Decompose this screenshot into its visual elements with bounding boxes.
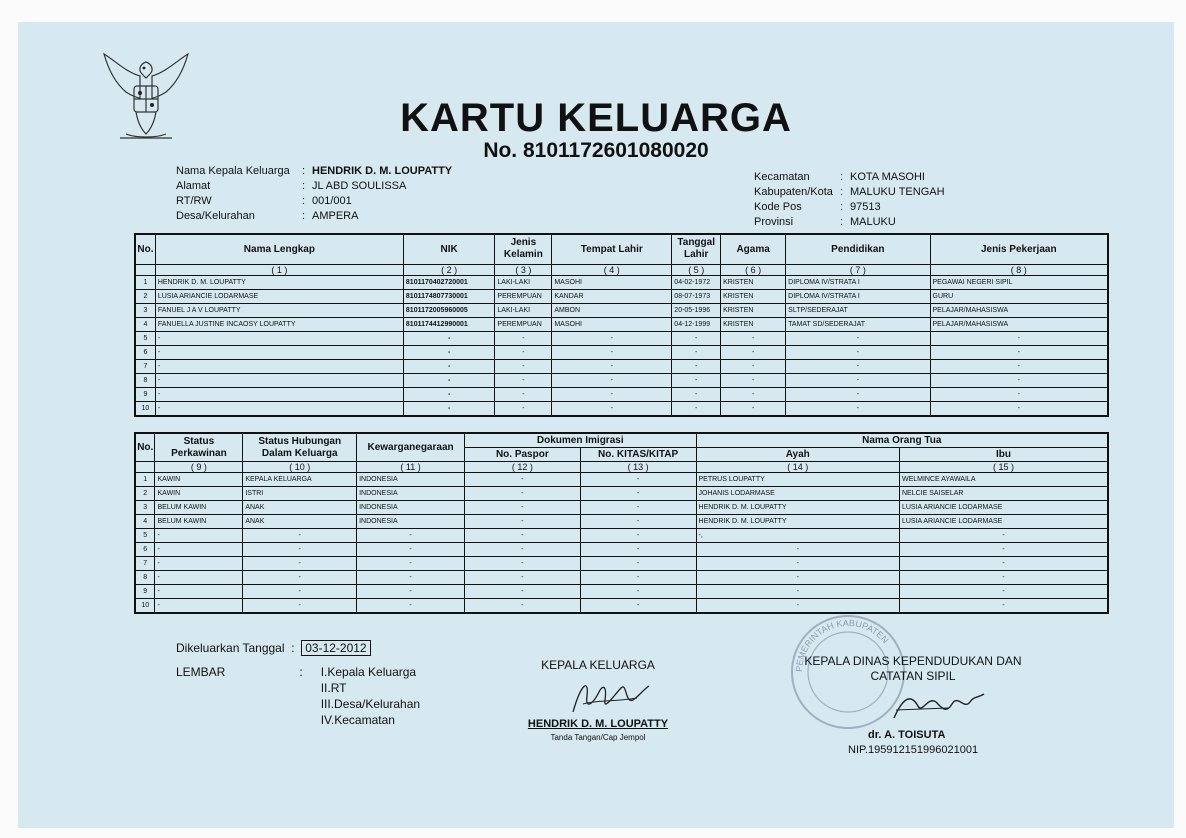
- info-label: Kecamatan: [754, 171, 810, 183]
- col-number: ( 14 ): [696, 462, 899, 473]
- card-number: No. 8101172601080020: [483, 139, 709, 162]
- table-cell: INDONESIA: [357, 501, 465, 515]
- signature-title: KEPALA KELUARGA: [541, 658, 655, 672]
- table-cell: -: [721, 331, 786, 345]
- table-cell: -: [930, 401, 1108, 416]
- col-header-passport: No. Paspor: [465, 448, 581, 462]
- region-info: [754, 170, 945, 230]
- table-cell: 10: [135, 599, 155, 614]
- table-row: [135, 401, 1108, 416]
- document-title: KARTU KELUARGA: [400, 96, 792, 140]
- col-header-mother: Ibu: [899, 448, 1108, 462]
- table-cell: LUSIA ARIANCIE LODARMASE: [899, 501, 1108, 515]
- table-cell: -: [403, 387, 495, 401]
- sheet-item: IV.Kecamatan: [320, 713, 395, 727]
- table-cell: INDONESIA: [357, 473, 465, 487]
- table-cell: -: [580, 529, 696, 543]
- table-cell: PEGAWAI NEGERI SIPIL: [930, 275, 1108, 289]
- col-header-father: Ayah: [696, 448, 899, 462]
- info-label: Kabupaten/Kota: [754, 186, 833, 198]
- col-number: ( 3 ): [495, 264, 552, 275]
- table-cell: -: [672, 401, 721, 416]
- table-cell: -: [403, 359, 495, 373]
- table-cell: 20-05-1996: [672, 303, 721, 317]
- table-cell: PELAJAR/MAHASISWA: [930, 317, 1108, 331]
- table-cell: -: [672, 373, 721, 387]
- col-number: ( 10 ): [243, 462, 357, 473]
- table-cell: -: [721, 387, 786, 401]
- issued-label: Dikeluarkan Tanggal: [176, 641, 285, 655]
- table-cell: -: [403, 373, 495, 387]
- table-cell: -: [696, 543, 899, 557]
- household-info: [176, 164, 452, 224]
- table-cell: -: [495, 331, 552, 345]
- signature-icon: [888, 684, 988, 728]
- table-cell: -: [672, 345, 721, 359]
- table-cell: -: [495, 387, 552, 401]
- table-cell: 08-07-1973: [672, 289, 721, 303]
- table-cell: 3: [135, 501, 155, 515]
- table-cell: -: [155, 387, 403, 401]
- info-label: Alamat: [176, 180, 211, 192]
- table-cell: 9: [135, 387, 155, 401]
- table-cell: -: [552, 359, 672, 373]
- table-cell: -: [495, 345, 552, 359]
- info-label: Nama Kepala Keluarga: [176, 165, 290, 177]
- table-cell: -: [580, 543, 696, 557]
- col-header-parents: Nama Orang Tua: [696, 433, 1108, 448]
- table-cell: ISTRI: [243, 487, 357, 501]
- table-cell: -: [465, 571, 581, 585]
- table-cell: WELMINCE AYAWAILA: [899, 473, 1108, 487]
- table-cell: -: [155, 529, 243, 543]
- table-row: [135, 387, 1108, 401]
- col-number: ( 13 ): [580, 462, 696, 473]
- table-cell: -: [465, 487, 581, 501]
- table-row: [135, 585, 1108, 599]
- table-cell: -: [495, 401, 552, 416]
- official-title-line1: KEPALA DINAS KEPENDUDUKAN DAN: [804, 654, 1022, 668]
- table-row: [135, 543, 1108, 557]
- col-header-gender: Jenis Kelamin: [495, 234, 552, 264]
- table-row: [135, 557, 1108, 571]
- col-header-birthdate: Tanggal Lahir: [672, 234, 721, 264]
- table-cell: -: [465, 543, 581, 557]
- table-cell: -: [357, 571, 465, 585]
- table-cell: -: [243, 571, 357, 585]
- col-header-education: Pendidikan: [786, 234, 930, 264]
- members-table: [134, 233, 1109, 417]
- table-cell: 04-02-1972: [672, 275, 721, 289]
- table-cell: -: [357, 529, 465, 543]
- table-row: [135, 529, 1108, 543]
- info-value: MALUKU: [850, 216, 896, 228]
- issued-date-line: Dikeluarkan Tanggal : 03-12-2012: [176, 640, 371, 656]
- table-cell: 1: [135, 275, 155, 289]
- table-cell: 2: [135, 487, 155, 501]
- table-cell: -: [243, 557, 357, 571]
- table-cell: LUSIA ARIANCIE LODARMASE: [899, 515, 1108, 529]
- table-cell: -: [721, 359, 786, 373]
- info-value: MALUKU TENGAH: [850, 186, 945, 198]
- table-cell: -: [672, 387, 721, 401]
- info-row-rtrw: RT/RW : 001/001: [176, 195, 352, 207]
- table-cell: KRISTEN: [721, 289, 786, 303]
- table-cell: -: [696, 557, 899, 571]
- table-cell: HENDRIK D. M. LOUPATTY: [155, 275, 403, 289]
- table-cell: -: [357, 585, 465, 599]
- table-cell: BELUM KAWIN: [155, 515, 243, 529]
- col-header-religion: Agama: [721, 234, 786, 264]
- col-header-marital: Status Perkawinan: [155, 433, 243, 462]
- table-row: [135, 487, 1108, 501]
- col-number: ( 7 ): [786, 264, 930, 275]
- info-row-regency: Kabupaten/Kota : MALUKU TENGAH: [754, 186, 945, 198]
- col-number: ( 11 ): [357, 462, 465, 473]
- table-cell: BELUM KAWIN: [155, 501, 243, 515]
- table-cell: -: [465, 515, 581, 529]
- table-cell: 7: [135, 359, 155, 373]
- table-cell: -: [357, 557, 465, 571]
- table-cell: -: [552, 387, 672, 401]
- signature-caption: Tanda Tangan/Cap Jempol: [550, 733, 646, 742]
- head-of-family-signature-block: [513, 658, 683, 742]
- table-cell: DIPLOMA IV/STRATA I: [786, 289, 930, 303]
- sheet-item: I.Kepala Keluarga: [320, 665, 417, 679]
- col-header-immigration: Dokumen Imigrasi: [465, 433, 697, 448]
- table-cell: 8: [135, 571, 155, 585]
- table-cell: 2: [135, 289, 155, 303]
- col-header-name: Nama Lengkap: [155, 234, 403, 264]
- table-row: [135, 373, 1108, 387]
- table-cell: -: [552, 331, 672, 345]
- table-cell: INDONESIA: [357, 487, 465, 501]
- col-number: ( 8 ): [930, 264, 1108, 275]
- table-row: [135, 599, 1108, 614]
- col-number: ( 2 ): [403, 264, 495, 275]
- table-cell: 4: [135, 317, 155, 331]
- table-cell: FANUELLA JUSTINE INCAOSY LOUPATTY: [155, 317, 403, 331]
- table-cell: -: [899, 529, 1108, 543]
- issued-date: 03-12-2012: [301, 640, 370, 656]
- table-cell: -: [552, 401, 672, 416]
- table-cell: -: [786, 401, 930, 416]
- table-cell: -: [930, 373, 1108, 387]
- table-cell: 8101174412990001: [403, 317, 495, 331]
- table-cell: 10: [135, 401, 155, 416]
- table-cell: ANAK: [243, 501, 357, 515]
- table-cell: FANUEL J A V LOUPATTY: [155, 303, 403, 317]
- official-signature-block: [798, 654, 1028, 756]
- table-cell: -: [899, 571, 1108, 585]
- col-number: ( 9 ): [155, 462, 243, 473]
- info-label: Desa/Kelurahan: [176, 210, 255, 222]
- table-cell: HENDRIK D. M. LOUPATTY: [696, 515, 899, 529]
- table-cell: -: [721, 345, 786, 359]
- table-cell: -: [899, 557, 1108, 571]
- table-cell: HENDRIK D. M. LOUPATTY: [696, 501, 899, 515]
- table-cell: -: [243, 585, 357, 599]
- table-cell: 8101174807730001: [403, 289, 495, 303]
- table-cell: -: [930, 359, 1108, 373]
- table-cell: DIPLOMA IV/STRATA I: [786, 275, 930, 289]
- col-header-occupation: Jenis Pekerjaan: [930, 234, 1108, 264]
- table-cell: -: [580, 599, 696, 614]
- signer-name: HENDRIK D. M. LOUPATTY: [527, 718, 669, 730]
- table-cell: -: [155, 543, 243, 557]
- table-row: [135, 303, 1108, 317]
- table-cell: LAKI-LAKI: [495, 275, 552, 289]
- status-table: [134, 432, 1109, 614]
- table-cell: INDONESIA: [357, 515, 465, 529]
- table-cell: -: [930, 331, 1108, 345]
- sheet-label: LEMBAR: [176, 665, 226, 679]
- official-name: dr. A. TOISUTA: [868, 729, 946, 741]
- table-cell: NELCIE SAISELAR: [899, 487, 1108, 501]
- table-row: [135, 501, 1108, 515]
- table-cell: -: [552, 373, 672, 387]
- col-number: ( 4 ): [552, 264, 672, 275]
- official-title-line2: CATATAN SIPIL: [870, 669, 956, 683]
- sheet-distribution: LEMBAR : I.Kepala Keluarga II.RT III.Desa/Kelurahan IV.Kecamatan: [176, 665, 421, 727]
- table-cell: -: [696, 585, 899, 599]
- col-header-relation: Status Hubungan Dalam Keluarga: [243, 433, 357, 462]
- table-cell: 7: [135, 557, 155, 571]
- table-cell: -: [155, 599, 243, 614]
- col-number: ( 1 ): [155, 264, 403, 275]
- table-row: [135, 275, 1108, 289]
- table-cell: -: [930, 387, 1108, 401]
- col-number: ( 12 ): [465, 462, 581, 473]
- table-cell: KEPALA KELUARGA: [243, 473, 357, 487]
- table-cell: SLTP/SEDERAJAT: [786, 303, 930, 317]
- info-row-village: Desa/Kelurahan : AMPERA: [176, 210, 359, 222]
- table-cell: -: [155, 585, 243, 599]
- table-cell: KAWIN: [155, 473, 243, 487]
- table-cell: KANDAR: [552, 289, 672, 303]
- table-cell: -: [155, 557, 243, 571]
- official-nip: NIP.195912151996021001: [848, 744, 979, 756]
- table-cell: KRISTEN: [721, 275, 786, 289]
- info-value: AMPERA: [312, 210, 359, 222]
- table-cell: -: [580, 571, 696, 585]
- info-row-district: Kecamatan : KOTA MASOHI: [754, 171, 925, 183]
- col-header-kitas: No. KITAS/KITAP: [580, 448, 696, 462]
- table-cell: KAWIN: [155, 487, 243, 501]
- table-cell: -: [465, 529, 581, 543]
- table-cell: -: [786, 373, 930, 387]
- table-row: [135, 515, 1108, 529]
- table-cell: -: [403, 401, 495, 416]
- table-cell: -: [357, 599, 465, 614]
- table-cell: -: [155, 359, 403, 373]
- table-cell: -: [495, 359, 552, 373]
- table-cell: -: [155, 373, 403, 387]
- table-cell: PETRUS LOUPATTY: [696, 473, 899, 487]
- table-cell: -: [899, 543, 1108, 557]
- table-cell: -: [552, 345, 672, 359]
- table-cell: -: [580, 487, 696, 501]
- info-row-province: Provinsi : MALUKU: [754, 216, 896, 228]
- table-cell: 9: [135, 585, 155, 599]
- table-cell: -: [580, 473, 696, 487]
- table-cell: -: [786, 331, 930, 345]
- col-header-birthplace: Tempat Lahir: [552, 234, 672, 264]
- table-cell: 8: [135, 373, 155, 387]
- table-cell: -: [696, 599, 899, 614]
- signature-icon: [563, 674, 653, 720]
- table-cell: 4: [135, 515, 155, 529]
- table-cell: MASOHI: [552, 317, 672, 331]
- table-cell: -: [465, 501, 581, 515]
- table-cell: 6: [135, 345, 155, 359]
- col-number: ( 6 ): [721, 264, 786, 275]
- table-cell: -: [465, 599, 581, 614]
- table-cell: MASOHI: [552, 275, 672, 289]
- table-cell: -: [580, 501, 696, 515]
- info-row-postal: Kode Pos : 97513: [754, 201, 881, 213]
- info-value: 001/001: [312, 195, 352, 207]
- table-cell: PELAJAR/MAHASISWA: [930, 303, 1108, 317]
- info-value: 97513: [850, 201, 881, 213]
- table-cell: -: [495, 373, 552, 387]
- sheet-item: III.Desa/Kelurahan: [320, 697, 421, 711]
- table-cell: GURU: [930, 289, 1108, 303]
- table-cell: -: [721, 373, 786, 387]
- table-cell: -: [899, 599, 1108, 614]
- table-row: [135, 317, 1108, 331]
- table-row: [135, 289, 1108, 303]
- col-header-citizenship: Kewarganegaraan: [357, 433, 465, 462]
- col-number: ( 5 ): [672, 264, 721, 275]
- col-header-no: No.: [135, 433, 155, 462]
- table-cell: -: [580, 557, 696, 571]
- table-cell: -: [580, 515, 696, 529]
- table-cell: -: [786, 387, 930, 401]
- col-number: ( 15 ): [899, 462, 1108, 473]
- family-card: [18, 22, 1174, 828]
- table-row: [135, 473, 1108, 487]
- sheet-item: II.RT: [320, 681, 347, 695]
- table-cell: PEREMPUAN: [495, 317, 552, 331]
- info-row-head: Nama Kepala Keluarga : HENDRIK D. M. LOUPATTY: [176, 165, 453, 177]
- info-label: Provinsi: [754, 216, 794, 228]
- info-value: HENDRIK D. M. LOUPATTY: [312, 165, 453, 177]
- info-value: KOTA MASOHI: [850, 171, 925, 183]
- table-cell: KRISTEN: [721, 303, 786, 317]
- table-cell: 6: [135, 543, 155, 557]
- table-cell: -: [155, 331, 403, 345]
- table-cell: AMBON: [552, 303, 672, 317]
- col-header-no: No.: [135, 234, 155, 264]
- stamp-text: PEMERINTAH KABUPATEN: [793, 617, 891, 673]
- table-cell: -: [155, 571, 243, 585]
- table-cell: 04-12-1999: [672, 317, 721, 331]
- table-cell: -,: [696, 529, 899, 543]
- info-label: RT/RW: [176, 195, 212, 207]
- table-cell: PEREMPUAN: [495, 289, 552, 303]
- table-row: [135, 331, 1108, 345]
- info-row-address: Alamat : JL ABD SOULISSA: [176, 180, 407, 192]
- table-cell: LAKI-LAKI: [495, 303, 552, 317]
- table-cell: 8101172005960005: [403, 303, 495, 317]
- table-cell: ANAK: [243, 515, 357, 529]
- table-cell: TAMAT SD/SEDERAJAT: [786, 317, 930, 331]
- table-cell: 3: [135, 303, 155, 317]
- table-cell: -: [721, 401, 786, 416]
- table-cell: -: [465, 585, 581, 599]
- table-row: [135, 571, 1108, 585]
- table-cell: KRISTEN: [721, 317, 786, 331]
- table-cell: -: [786, 345, 930, 359]
- table-cell: -: [403, 331, 495, 345]
- table-cell: -: [672, 331, 721, 345]
- col-header-nik: NIK: [403, 234, 495, 264]
- table-cell: -: [899, 585, 1108, 599]
- table-cell: -: [786, 359, 930, 373]
- table-cell: -: [155, 401, 403, 416]
- info-value: JL ABD SOULISSA: [312, 180, 407, 192]
- table-cell: -: [155, 345, 403, 359]
- table-cell: -: [243, 543, 357, 557]
- table-cell: 1: [135, 473, 155, 487]
- table-row: [135, 359, 1108, 373]
- table-cell: -: [930, 345, 1108, 359]
- table-cell: LUSIA ARIANCIE LODARMASE: [155, 289, 403, 303]
- table-cell: -: [672, 359, 721, 373]
- table-cell: -: [243, 529, 357, 543]
- table-cell: JOHANIS LODARMASE: [696, 487, 899, 501]
- table-row: [135, 345, 1108, 359]
- info-label: Kode Pos: [754, 201, 802, 213]
- table-cell: -: [580, 585, 696, 599]
- table-cell: -: [403, 345, 495, 359]
- table-cell: -: [243, 599, 357, 614]
- table-cell: 5: [135, 331, 155, 345]
- table-cell: -: [696, 571, 899, 585]
- table-cell: 8101170402720001: [403, 275, 495, 289]
- table-cell: -: [357, 543, 465, 557]
- table-cell: 5: [135, 529, 155, 543]
- table-cell: -: [465, 557, 581, 571]
- table-cell: -: [465, 473, 581, 487]
